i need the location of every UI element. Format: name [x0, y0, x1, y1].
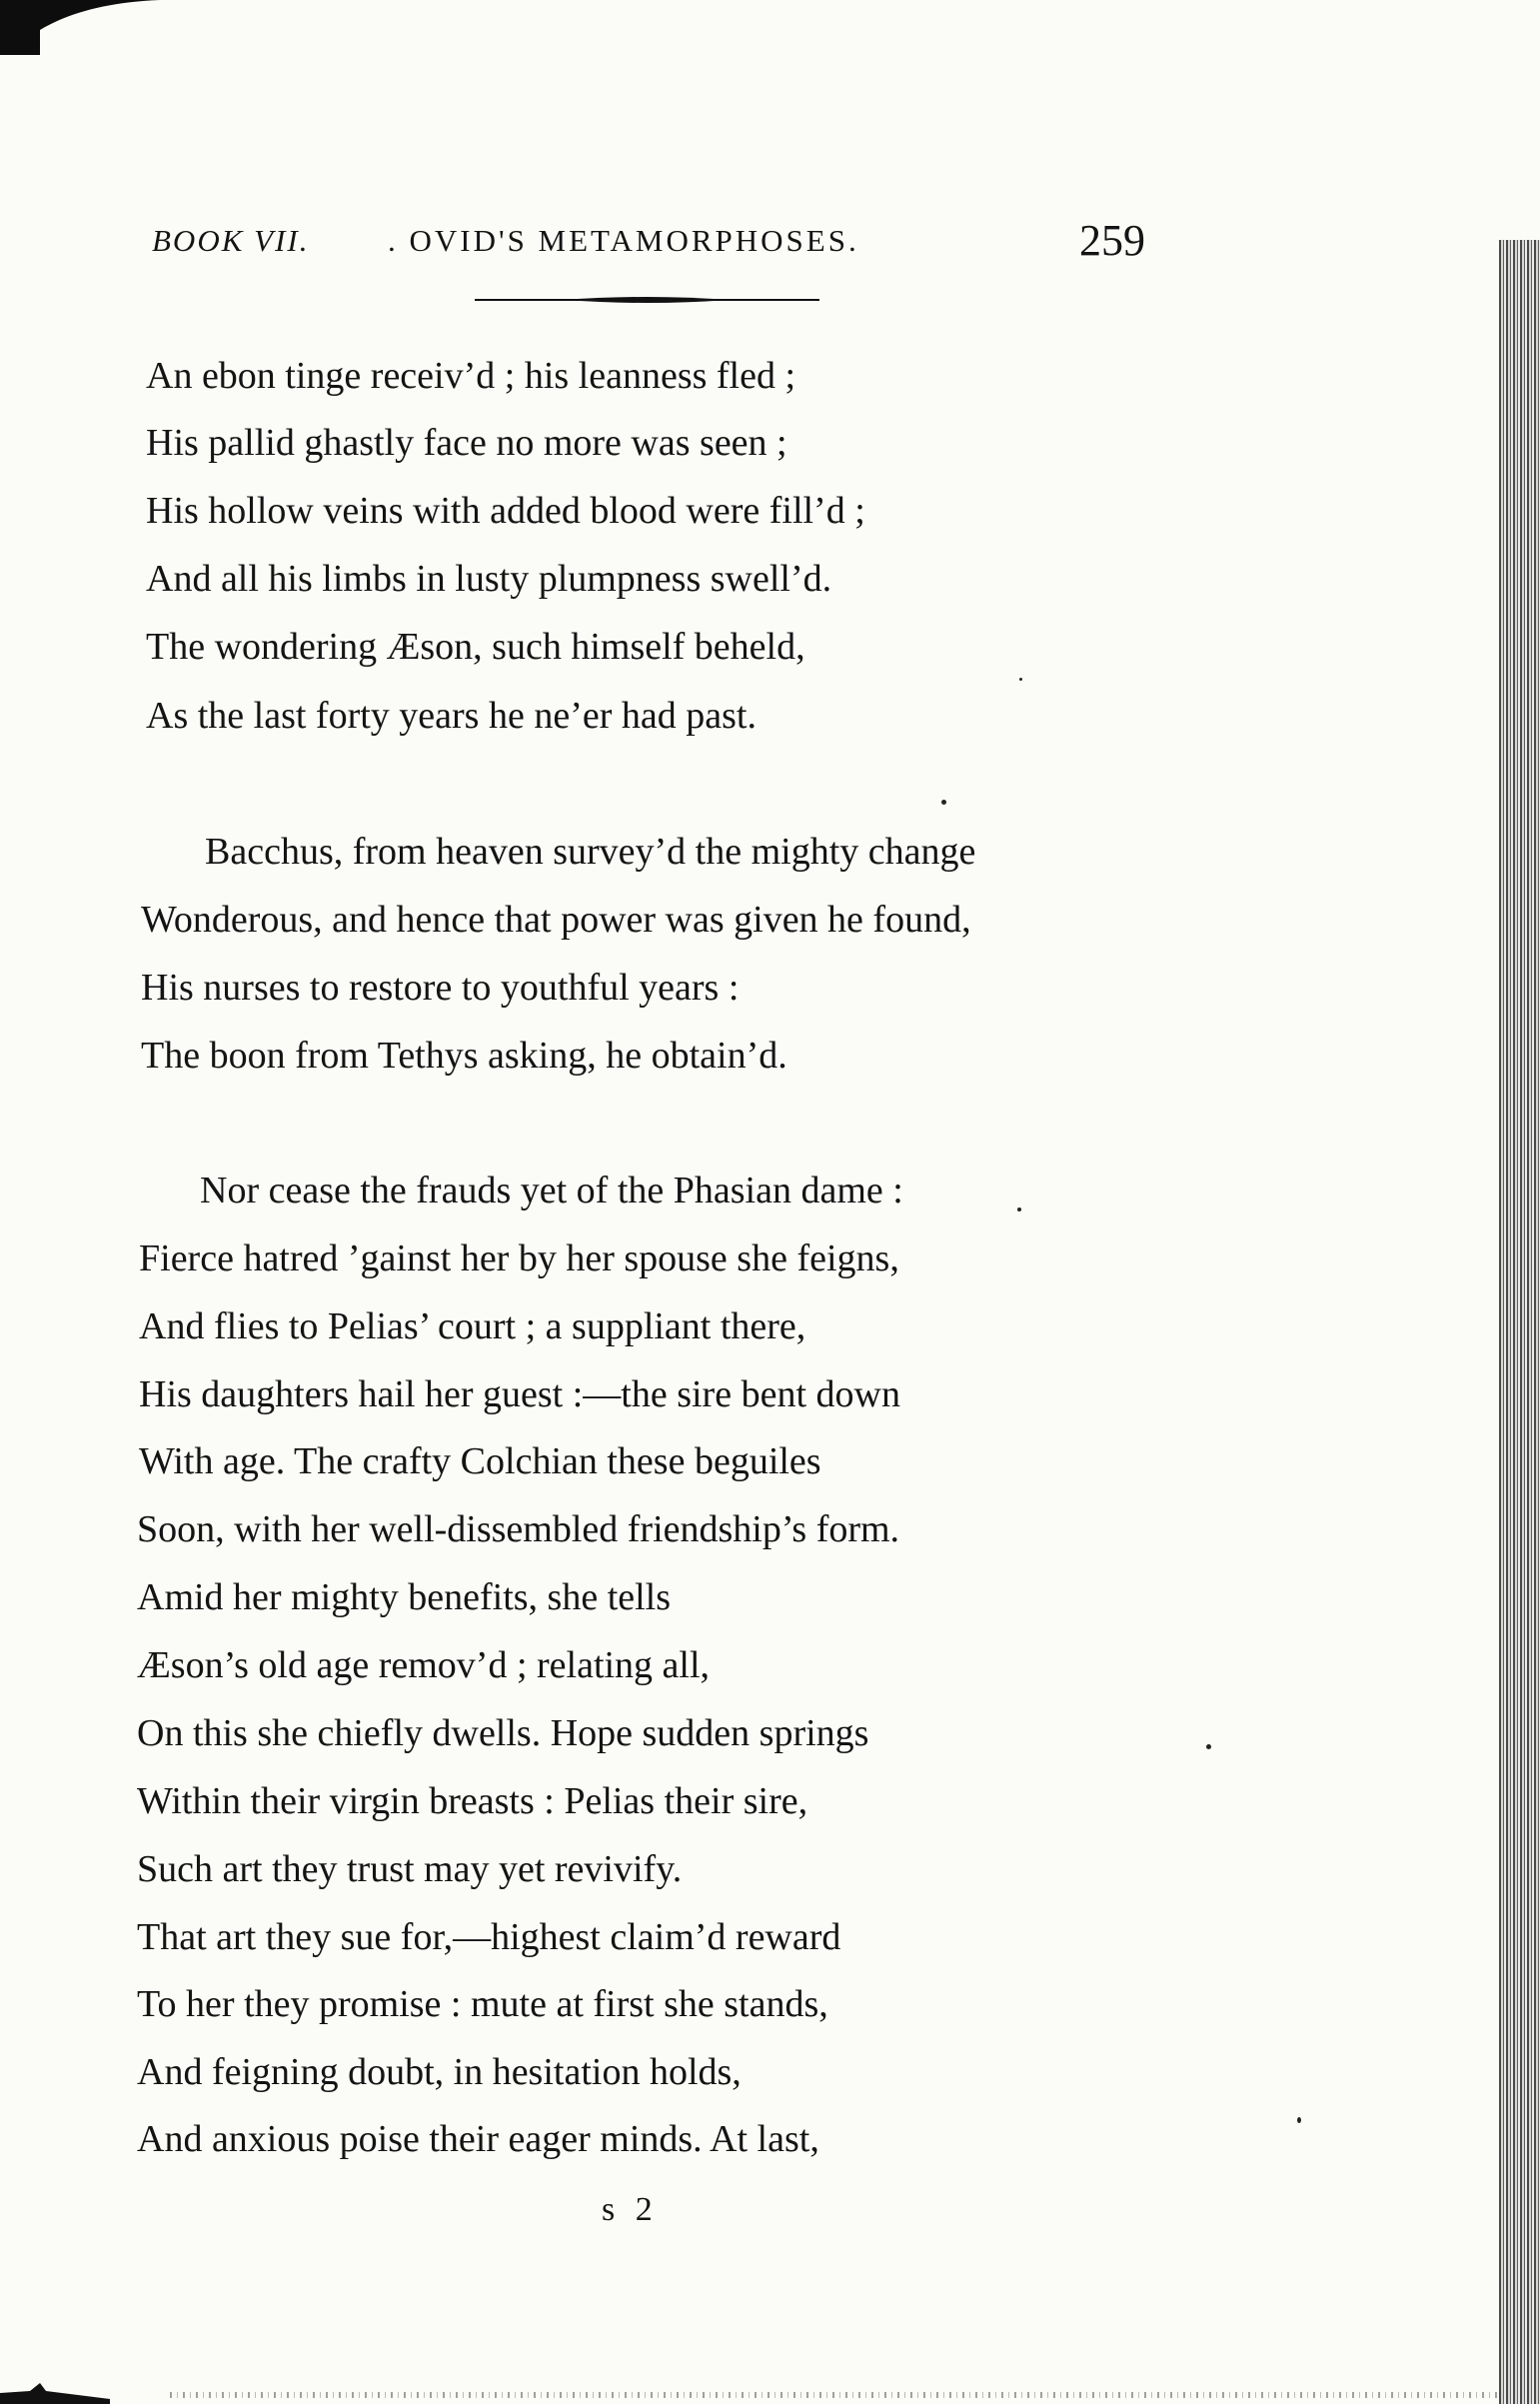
verse-line: Nor cease the frauds yet of the Phasian dame :: [200, 1170, 903, 1211]
running-head: [0, 215, 1540, 265]
verse-line: With age. The crafty Colchian these beguiles: [139, 1440, 821, 1482]
verse-line: That art they sue for,—highest claim’d reward: [137, 1916, 841, 1958]
verse-line: Wonderous, and hence that power was given he found,: [141, 899, 971, 941]
verse-line: Such art they trust may yet revivify.: [137, 1848, 683, 1890]
page-edge-stripes: [1499, 240, 1540, 2404]
verse-line: Soon, with her well-dissembled friendship’s form.: [137, 1508, 900, 1550]
verse-line: His hollow veins with added blood were fill’d ;: [146, 490, 865, 532]
verse-line: His daughters hail her guest :—the sire bent down: [139, 1373, 900, 1415]
header-rule-ornament: [475, 295, 819, 305]
scan-bottom-artifact: [0, 2369, 110, 2404]
verse-line: Bacchus, from heaven survey’d the mighty change: [205, 831, 976, 873]
verse-line: The wondering Æson, such himself beheld,: [146, 626, 805, 668]
verse-line: And flies to Pelias’ court ; a suppliant there,: [139, 1305, 806, 1347]
verse-line: Amid her mighty benefits, she tells: [137, 1576, 672, 1618]
verse-line: On this she chiefly dwells. Hope sudden springs: [137, 1712, 869, 1754]
verse-line: And feigning doubt, in hesitation holds,: [137, 2051, 742, 2093]
scan-corner-artifact: [0, 0, 160, 60]
bottom-edge-noise: [170, 2392, 1499, 2398]
verse-line: As the last forty years he ne’er had past.: [146, 695, 757, 737]
verse-line: Æson’s old age remov’d ; relating all,: [137, 1644, 711, 1686]
verse-line: An ebon tinge receiv’d ; his leanness fled ;: [146, 355, 796, 397]
verse-line: His nurses to restore to youthful years :: [141, 967, 740, 1009]
verse-line: Within their virgin breasts : Pelias their sire,: [137, 1780, 808, 1822]
verse-line: His pallid ghastly face no more was seen ;: [146, 422, 787, 464]
work-title: . OVID'S METAMORPHOSES.: [388, 223, 859, 258]
page-number: 259: [1079, 216, 1145, 265]
verse-line: To her they promise : mute at first she stands,: [137, 1983, 828, 2025]
verse-line: And all his limbs in lusty plumpness swell’d.: [146, 558, 832, 600]
verse-line: And anxious poise their eager minds. At last,: [137, 2118, 819, 2160]
verse-line: The boon from Tethys asking, he obtain’d.: [141, 1035, 787, 1077]
verse-line: Fierce hatred ’gainst her by her spouse she feigns,: [139, 1237, 899, 1279]
book-label: BOOK VII.: [152, 223, 310, 258]
signature-mark: s 2: [602, 2191, 659, 2228]
